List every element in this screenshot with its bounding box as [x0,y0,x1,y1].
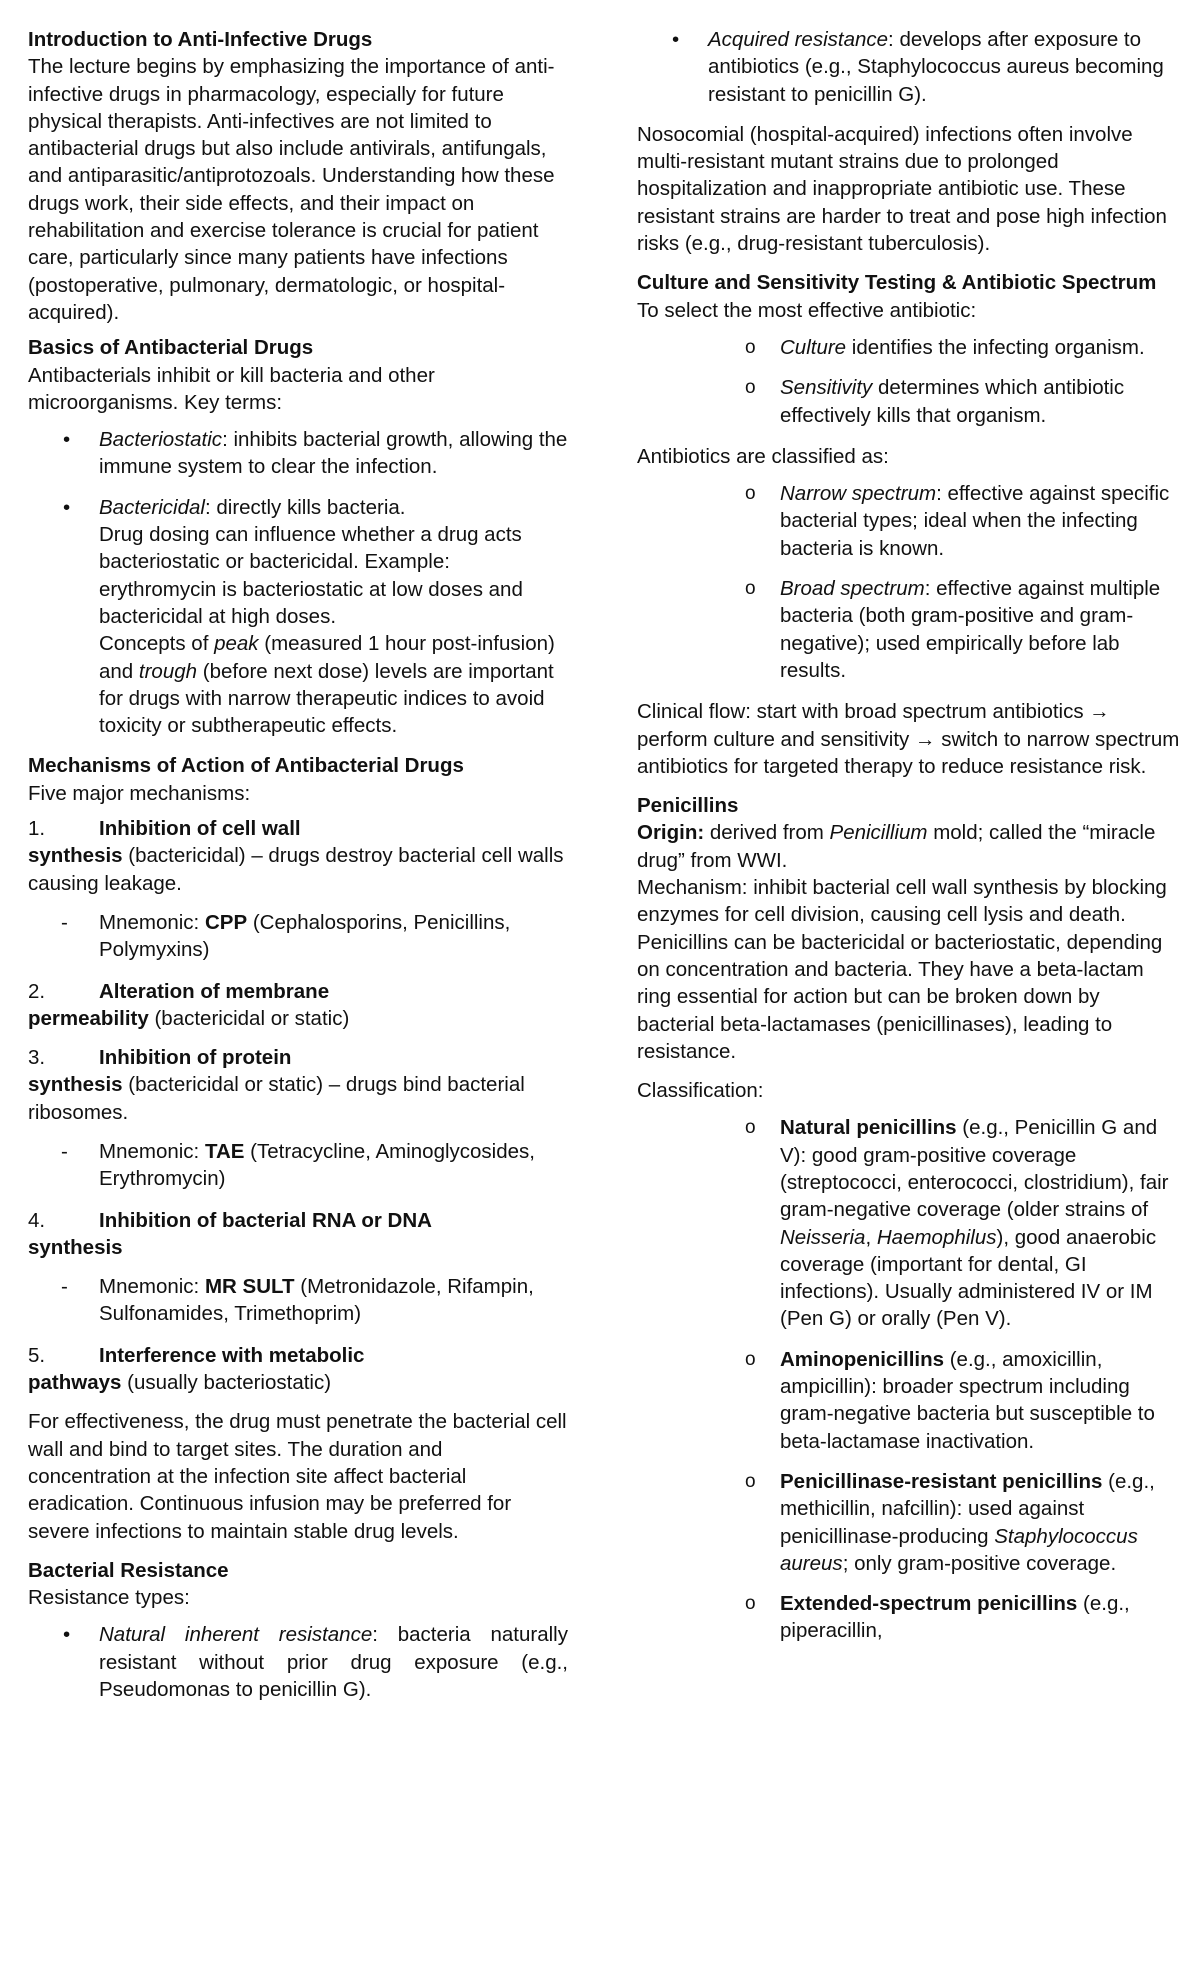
mnemonic-rest: (Tetracycline, Aminoglycosides, Erythromycin) [99,1139,535,1191]
resistance-intro: Resistance types: [28,1586,190,1610]
mnemonic-rest: (Metronidazole, Rifampin, Sulfonamides, Trimethoprim) [99,1275,534,1326]
dash-marker: - [61,1139,68,1163]
mnemonic-pre: Mnemonic: [99,910,205,934]
section-title-mechanisms: Mechanisms of Action of Antibacterial Drugs [28,754,464,778]
item2-bold-b: permeability [28,1006,149,1030]
dash-marker: - [61,1275,68,1299]
term-bactericidal: Bactericidal [99,495,205,519]
term-acquired-resistance: Acquired resistance [708,28,889,51]
origin-post: mold; called the “miracle drug” from WWI. [637,821,1156,872]
list-item-culture [637,334,1182,361]
basics-body: Antibacterials inhibit or kill bacteria and other microorganisms. Key terms: [28,363,435,414]
item2-rest: (bactericidal or static) [148,1006,350,1030]
mnemonic-tae [28,1138,568,1193]
left-column [28,26,568,1716]
circle-marker: o [745,1348,756,1370]
culture-text: identifies the infecting organism. [846,335,1145,359]
broad-spectrum-text: : effective against multiple bacteria (both gram-positive and gram-negative); used empirically before lab results. [780,577,1161,682]
term-culture: Culture [780,335,847,359]
trough-post: (before next dose) levels are important for drugs with narrow therapeutic indices to avoid toxicity or subtherapeutic effects. [99,659,554,738]
bullet-marker: • [63,1623,71,1647]
bullet-marker: • [672,28,680,51]
list-item-broad-spectrum [637,575,1182,684]
item3-bold-b: synthesis [28,1073,123,1097]
item4-bold-a: Inhibition of bacterial RNA or DNA [99,1208,432,1232]
term-penicillinase-resistant: Penicillinase-resistant penicillins [780,1469,1103,1493]
narrow-spectrum-text: : effective against specific bacterial types; ideal when the infecting bacteria is known. [780,482,1170,560]
mechanism-item-5 [28,1342,568,1397]
circle-marker: o [745,578,756,600]
nosocomial-paragraph: Nosocomial (hospital-acquired) infections often involve multi-resistant mutant strains due to prolonged hospitalization and inappropriate antibiotic use. These resistant strains are harder to treat and pose high infection risks (e.g., drug-resistant tuberculosis). [637,122,1167,256]
mnemonic-list-1 [28,909,568,964]
item-number: 5. [28,1343,46,1367]
item-number: 1. [28,817,46,841]
bactericidal-text: : directly kills bacteria. [204,495,406,519]
mnemonic-rest: (Cephalosporins, Penicillins, Polymyxins) [99,910,511,962]
item-number: 2. [28,979,46,1003]
mnemonic-mr-sult [28,1273,568,1328]
circle-marker: o [745,336,756,358]
natural-italic-b: Haemophilus [876,1225,997,1249]
section-penicillins [637,792,1182,1645]
term-peak: peak [214,632,259,656]
list-item-bactericidal [28,494,568,740]
item5-bold-a: Interference with metabolic [99,1343,365,1367]
classified-text: Antibiotics are classified as: [637,444,889,468]
mechanism-item-4 [28,1207,568,1262]
list-item-bacteriostatic [28,426,568,481]
list-item-penicillinase-resistant [637,1468,1182,1577]
section-intro [28,26,568,326]
natural-italic-a: Neisseria [780,1225,866,1249]
bullet-marker: • [63,428,71,452]
item2-bold-a: Alteration of membrane [99,979,330,1003]
item3-rest: (bactericidal or static) – drugs bind bacterial ribosomes. [28,1073,525,1124]
mnemonic-pre: Mnemonic: [99,1275,205,1299]
mechanism-item-2 [28,978,568,1033]
mnemonic-bold: MR SULT [204,1275,295,1299]
circle-marker: o [745,1593,756,1615]
origin-label: Origin: [637,821,705,845]
natural-text-b: ), good anaerobic coverage (important for dental, GI infections). Usually administered IV or IM (Pen G) or orally (Pen V). [780,1225,1157,1331]
term-natural-penicillins: Natural penicillins [780,1116,957,1140]
penicillins-action: Penicillins can be bactericidal or bacteriostatic, depending on concentration and bacteria. They have a beta-lactam ring essential for action but can be broken down by bacterial beta-lactamases (penicillinases), leading to resistance. [637,930,1163,1063]
section-title-resistance: Bacterial Resistance [28,1558,229,1582]
mnemonic-bold: CPP [204,910,248,934]
mechanisms-intro: Five major mechanisms: [28,781,251,805]
item-number: 3. [28,1046,46,1070]
clinical-flow-paragraph: Clinical flow: start with broad spectrum antibiotics → perform culture and sensitivity → switch to narrow spectrum antibiotics for targeted therapy to reduce resistance risk. [637,700,1180,778]
circle-marker: o [745,483,756,505]
term-natural-resistance: Natural inherent resistance [99,1623,373,1647]
spectrum-list [637,480,1182,684]
resistant-text-a: (e.g., methicillin, nafcillin): used against penicillinase-producing [780,1469,1155,1548]
mnemonic-list-3 [28,1138,568,1193]
section-title-intro: Introduction to Anti-Infective Drugs [28,28,373,51]
right-column [637,26,1182,1659]
circle-marker: o [745,377,756,399]
peak-pre: Concepts of [99,632,215,656]
term-bacteriostatic: Bacteriostatic [99,428,223,452]
natural-resistance-text: : bacteria naturally resistant without prior drug exposure (e.g., Pseudomonas to penicillin G). [99,1623,568,1702]
intro-body: The lecture begins by emphasizing the importance of anti-infective drugs in pharmacology, especially for future physical therapists. Anti-infectives are not limited to antibacterial drugs but also include antivirals, antifungals, and antiparasitic/antiprotozoals. Understanding how these drugs work, their side effects, and their impact on rehabilitation and exercise tolerance is crucial for patient care, particularly since many patients have infections (postoperative, pulmonary, dermatologic, or hospital-acquired). [28,55,555,324]
origin-pre: derived from [704,821,830,845]
circle-marker: o [745,1470,756,1492]
list-item-narrow-spectrum [637,480,1182,562]
item5-bold-b: pathways [28,1371,122,1395]
effectiveness-paragraph: For effectiveness, the drug must penetrate the bacterial cell wall and bind to target sites. The duration and concentration at the infection site affect bacterial eradication. Continuous infusion may be preferred for severe infections to maintain stable drug levels. [28,1410,567,1543]
section-title-basics: Basics of Antibacterial Drugs [28,336,314,360]
natural-sep: , [865,1225,877,1249]
penicillins-origin [637,819,1182,874]
term-aminopenicillins: Aminopenicillins [780,1347,945,1371]
mnemonic-cpp [28,909,568,964]
item1-bold-a: Inhibition of cell wall [99,817,301,841]
list-item-sensitivity [637,374,1182,429]
item1-bold-b: synthesis [28,844,123,868]
classification-label: Classification: [637,1079,764,1103]
bullet-marker: • [63,495,71,519]
section-culture [637,269,1182,780]
peak-mid: (measured 1 hour post-infusion) and [99,632,555,683]
mechanism-item-3 [28,1044,568,1126]
origin-italic: Penicillium [829,821,928,845]
term-broad-spectrum: Broad spectrum [780,577,925,601]
term-trough: trough [138,659,198,683]
dosing-text: Drug dosing can influence whether a drug acts bacteriostatic or bactericidal. Example: erythromycin is bacteriostatic at low doses and bactericidal at high doses. [99,523,523,628]
resistance-list [28,1621,568,1703]
bacteriostatic-text: : inhibits bacterial growth, allowing the immune system to clear the infection. [99,428,568,479]
section-mechanisms [28,752,568,1544]
item-number: 4. [28,1208,46,1232]
term-extended-spectrum: Extended-spectrum penicillins [780,1592,1078,1616]
key-terms-list [28,426,568,739]
item1-rest: (bactericidal) – drugs destroy bacterial cell walls causing leakage. [28,844,564,895]
penicillins-mechanism: Mechanism: inhibit bacterial cell wall synthesis by blocking enzymes for cell division, causing cell lysis and death. [637,876,1167,927]
sensitivity-text: determines which antibiotic effectively kills that organism. [780,376,1125,427]
list-item-aminopenicillins [637,1346,1182,1455]
list-item-acquired-resistance [637,26,1182,108]
section-title-culture: Culture and Sensitivity Testing & Antibiotic Spectrum [637,271,1157,295]
list-item-extended-spectrum [637,1590,1182,1645]
resistant-text-b: ; only gram-positive coverage. [842,1551,1117,1575]
penicillin-classification-list [637,1114,1182,1644]
acquired-resistance-text: : develops after exposure to antibiotics (e.g., Staphylococcus aureus becoming resistant to penicillin G). [708,28,1164,106]
mechanism-item-1 [28,815,568,897]
mnemonic-list-4 [28,1273,568,1328]
testing-list [637,334,1182,429]
section-resistance [28,1557,568,1703]
dash-marker: - [61,910,68,934]
natural-text-a: (e.g., Penicillin G and V): good gram-positive coverage (streptococci, enterococci, clostridium), fair gram-negative coverage (older strains of [780,1116,1169,1222]
item4-bold-b: synthesis [28,1235,123,1259]
amino-text: (e.g., amoxicillin, ampicillin): broader spectrum including gram-negative bacteria but susceptible to beta-lactamase inactivation. [780,1347,1155,1453]
extended-text: (e.g., piperacillin, [780,1592,1130,1643]
mnemonic-bold: TAE [204,1139,245,1163]
section-title-penicillins: Penicillins [637,794,739,818]
list-item-natural-penicillins [637,1114,1182,1332]
resistance-list-continued [637,26,1182,108]
circle-marker: o [745,1117,756,1139]
list-item-natural-resistance [28,1621,568,1703]
mnemonic-pre: Mnemonic: [99,1139,205,1163]
section-basics [28,334,568,739]
resistant-italic: Staphylococcus aureus [780,1524,1138,1575]
item3-bold-a: Inhibition of protein [99,1046,292,1070]
item5-rest: (usually bacteriostatic) [121,1371,332,1395]
term-narrow-spectrum: Narrow spectrum [780,482,937,506]
culture-intro: To select the most effective antibiotic: [637,298,977,322]
term-sensitivity: Sensitivity [780,376,873,400]
